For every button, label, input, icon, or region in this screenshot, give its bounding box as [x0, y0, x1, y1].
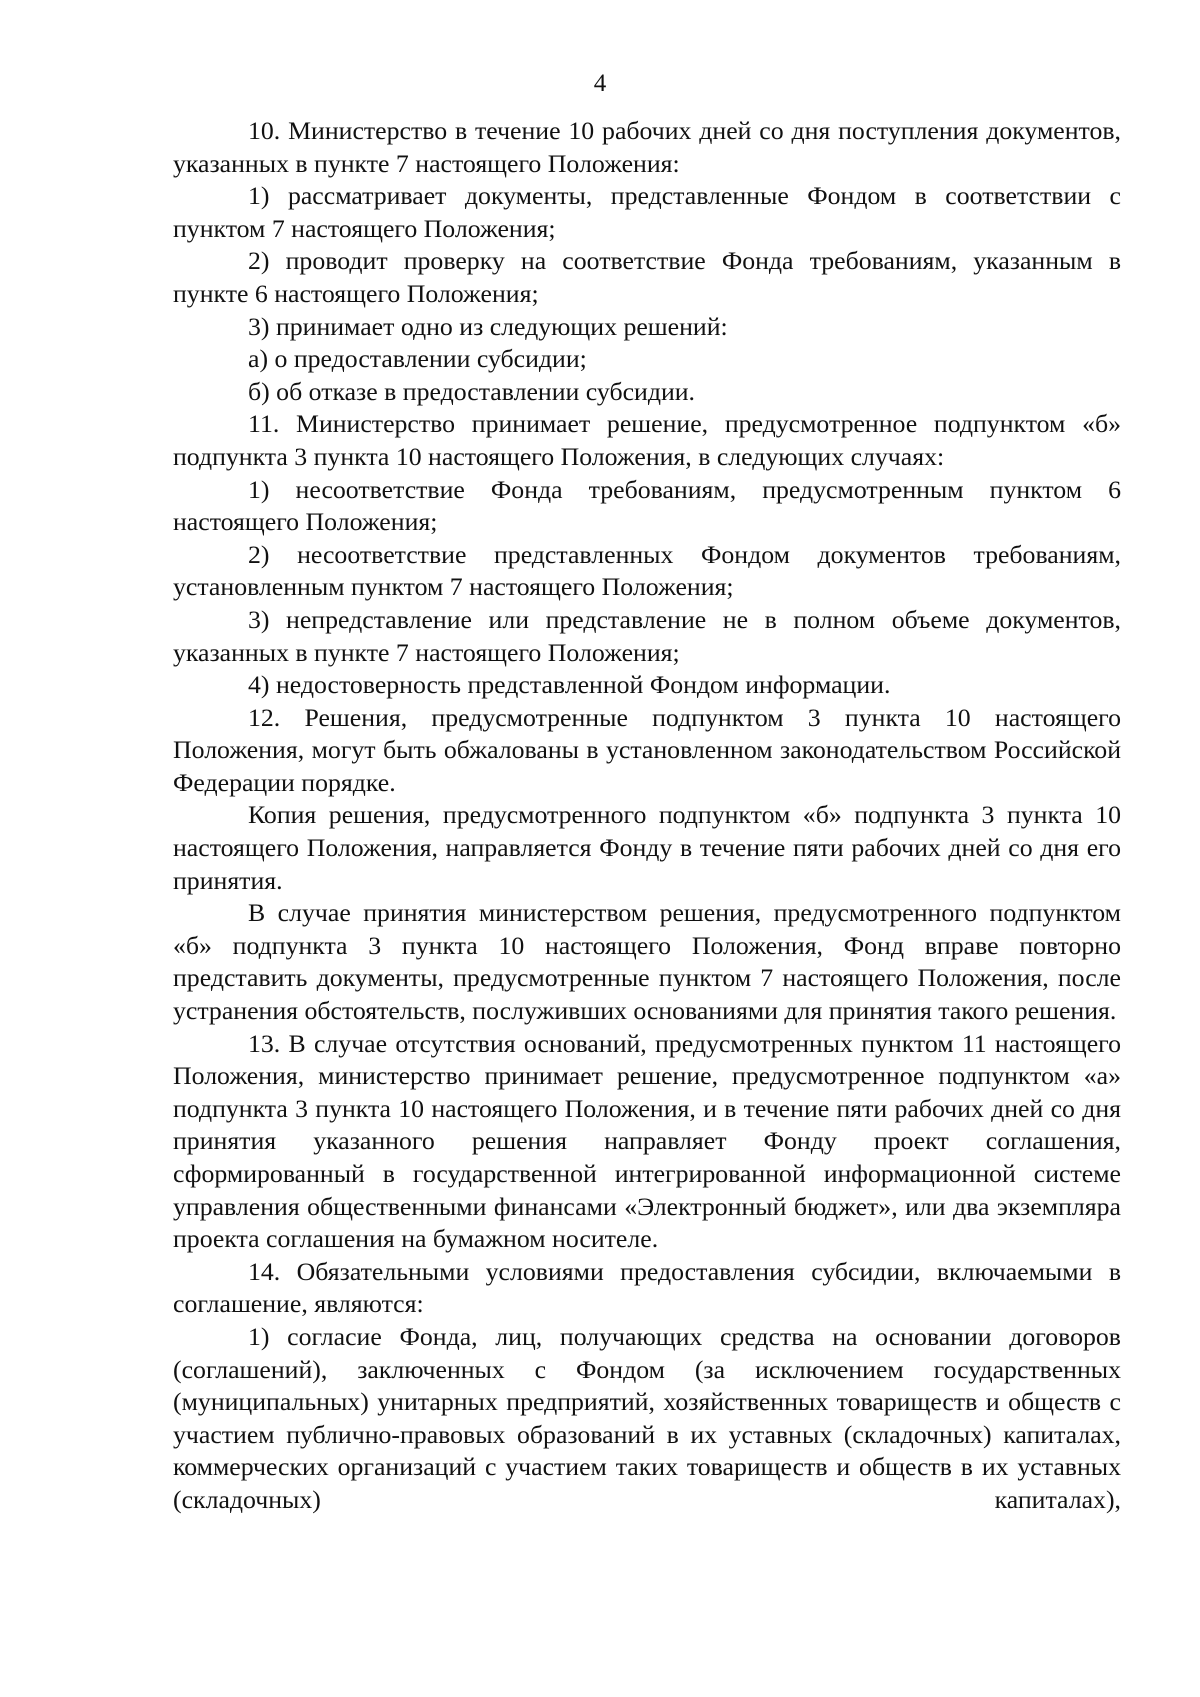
paragraph-11-item-1: 1) несоответствие Фонда требованиям, предусмотренным пунктом 6 настоящего Положения;	[173, 474, 1121, 537]
paragraph-12: 12. Решения, предусмотренные подпунктом 3 пункта 10 настоящего Положения, могут быть обжалованы в установленном законодательством Российской Федерации порядке.	[173, 702, 1121, 797]
paragraph-10-item-2: 2) проводит проверку на соответствие Фонда требованиям, указанным в пункте 6 настоящего Положения;	[173, 246, 1121, 308]
paragraph-11: 11. Министерство принимает решение, предусмотренное подпунктом «б» подпункта 3 пункта 10 настоящего Положения, в следующих случаях:	[173, 409, 1121, 471]
page-number: 4	[593, 70, 607, 97]
paragraph-10-item-3: 3) принимает одно из следующих решений:	[248, 311, 728, 341]
paragraph-11-item-4: 4) недостоверность представленной Фондом информации.	[248, 670, 891, 700]
paragraph-14: 14. Обязательными условиями предоставления субсидии, включаемыми в соглашение, являются:	[173, 1256, 1121, 1319]
paragraph-13: 13. В случае отсутствия оснований, предусмотренных пунктом 11 настоящего Положения, министерство принимает решение, предусмотренное подпунктом «а» подпункта 3 пункта 10 настоящего Положения, и в течение пяти рабочих дней со дня принятия указанного решения направляет Фонду проект соглашения, сформированный в государственной интегрированной информационной системе управления общественными финансами «Электронный бюджет», или два экземпляра проекта соглашения на бумажном носителе.	[173, 1028, 1121, 1254]
paragraph-10: 10. Министерство в течение 10 рабочих дней со дня поступления документов, указанных в пункте 7 настоящего Положения:	[173, 116, 1121, 178]
paragraph-10-item-1: 1) рассматривает документы, представленные Фондом в соответствии с пунктом 7 настоящего Положения;	[173, 181, 1121, 243]
paragraph-10-item-3b: б) об отказе в предоставлении субсидии.	[248, 376, 696, 406]
paragraph-10-item-3a: а) о предоставлении субсидии;	[248, 344, 587, 374]
document-body	[173, 115, 1121, 1517]
paragraph-12-resubmit: В случае принятия министерством решения, предусмотренного подпунктом «б» подпункта 3 пункта 10 настоящего Положения, Фонд вправе повторно представить документы, предусмотренные пунктом 7 настоящего Положения, после устранения обстоятельств, послуживших основаниями для принятия такого решения.	[173, 898, 1121, 1026]
paragraph-14-item-1: 1) согласие Фонда, лиц, получающих средства на основании договоров (соглашений), заключенных с Фондом (за исключением государственных (муниципальных) унитарных предприятий, хозяйственных товариществ и обществ с участием публично-правовых образований в их уставных (складочных) капиталах, коммерческих организаций с участием таких товариществ и обществ в их уставных (складочных) капиталах),	[173, 1321, 1121, 1514]
paragraph-11-item-2: 2) несоответствие представленных Фондом документов требованиям, установленным пунктом 7 настоящего Положения;	[173, 539, 1121, 602]
paragraph-12-copy: Копия решения, предусмотренного подпунктом «б» подпункта 3 пункта 10 настоящего Положения, направляется Фонду в течение пяти рабочих дней со дня его принятия.	[173, 800, 1121, 895]
paragraph-11-item-3: 3) непредставление или представление не в полном объеме документов, указанных в пункте 7 настоящего Положения;	[173, 604, 1121, 667]
